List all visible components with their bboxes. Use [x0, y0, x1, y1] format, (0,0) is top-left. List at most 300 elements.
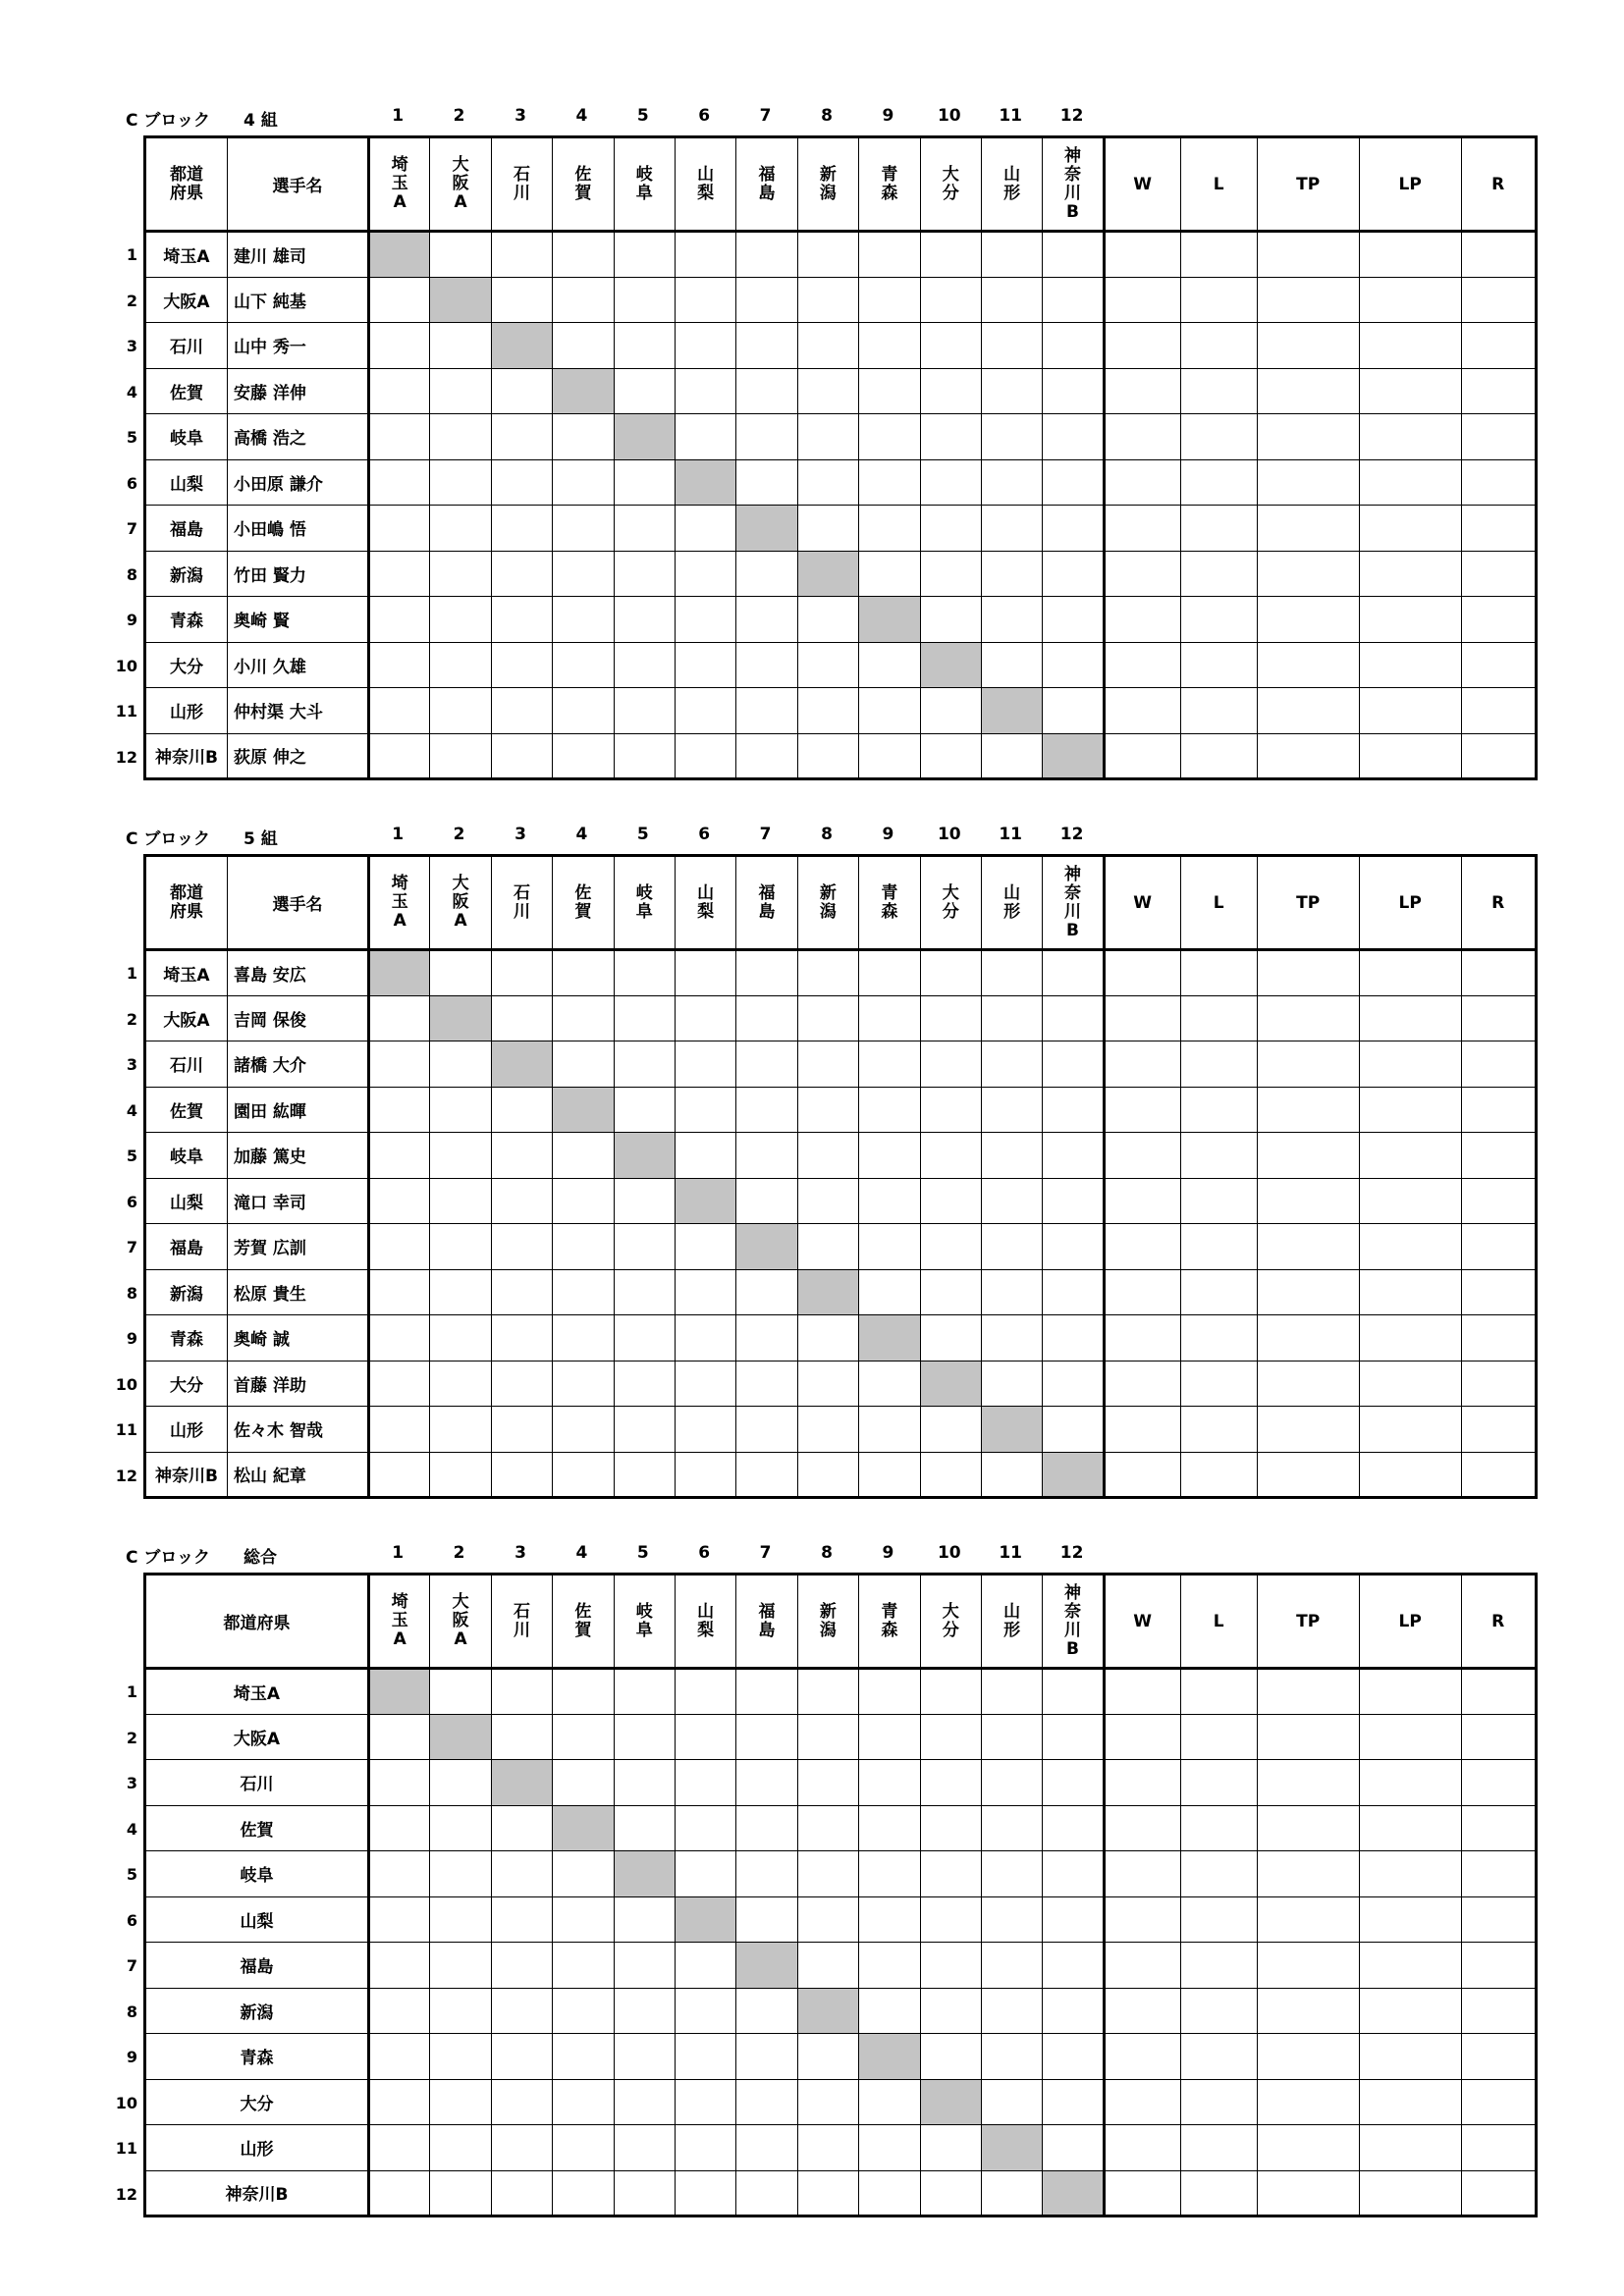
score-cell[interactable]: [859, 1133, 920, 1179]
score-cell[interactable]: [736, 950, 797, 996]
score-cell[interactable]: [1043, 368, 1104, 414]
score-cell[interactable]: [553, 277, 614, 323]
score-cell[interactable]: [1043, 459, 1104, 506]
score-cell[interactable]: [859, 2079, 920, 2125]
stat-cell[interactable]: [1257, 1224, 1359, 1270]
stat-cell[interactable]: [1104, 277, 1180, 323]
stat-cell[interactable]: [1359, 1805, 1461, 1851]
stat-cell[interactable]: [1180, 2125, 1257, 2171]
score-cell[interactable]: [1043, 277, 1104, 323]
stat-cell[interactable]: [1104, 1896, 1180, 1943]
score-cell[interactable]: [675, 1760, 735, 1806]
score-cell[interactable]: [553, 1041, 614, 1088]
score-cell[interactable]: [553, 1714, 614, 1760]
stat-cell[interactable]: [1461, 1269, 1536, 1315]
stat-cell[interactable]: [1461, 1988, 1536, 2034]
score-cell[interactable]: [553, 733, 614, 779]
score-cell[interactable]: [430, 1669, 491, 1715]
stat-cell[interactable]: [1461, 459, 1536, 506]
score-cell[interactable]: [920, 950, 981, 996]
score-cell[interactable]: [491, 414, 552, 460]
score-cell[interactable]: [553, 1760, 614, 1806]
stat-cell[interactable]: [1359, 459, 1461, 506]
stat-cell[interactable]: [1257, 2034, 1359, 2080]
stat-cell[interactable]: [1180, 368, 1257, 414]
score-cell[interactable]: [675, 688, 735, 734]
score-cell[interactable]: [736, 1669, 797, 1715]
stat-cell[interactable]: [1359, 1041, 1461, 1088]
score-cell[interactable]: [614, 1315, 675, 1362]
score-cell[interactable]: [1043, 2034, 1104, 2080]
stat-cell[interactable]: [1359, 597, 1461, 643]
score-cell[interactable]: [430, 1315, 491, 1362]
score-cell[interactable]: [1043, 1407, 1104, 1453]
score-cell[interactable]: [920, 1896, 981, 1943]
score-cell[interactable]: [430, 1407, 491, 1453]
score-cell[interactable]: [369, 1269, 430, 1315]
score-cell[interactable]: [1043, 597, 1104, 643]
stat-cell[interactable]: [1461, 277, 1536, 323]
score-cell[interactable]: [614, 995, 675, 1041]
stat-cell[interactable]: [1180, 1087, 1257, 1133]
score-cell[interactable]: [491, 1851, 552, 1897]
stat-cell[interactable]: [1461, 1851, 1536, 1897]
score-cell[interactable]: [920, 2034, 981, 2080]
score-cell[interactable]: [675, 733, 735, 779]
score-cell[interactable]: [675, 1315, 735, 1362]
stat-cell[interactable]: [1104, 1087, 1180, 1133]
score-cell[interactable]: [859, 506, 920, 552]
score-cell[interactable]: [736, 1988, 797, 2034]
score-cell[interactable]: [614, 551, 675, 597]
stat-cell[interactable]: [1180, 1851, 1257, 1897]
score-cell[interactable]: [491, 277, 552, 323]
score-cell[interactable]: [491, 995, 552, 1041]
score-cell[interactable]: [614, 368, 675, 414]
stat-cell[interactable]: [1359, 1851, 1461, 1897]
stat-cell[interactable]: [1104, 597, 1180, 643]
stat-cell[interactable]: [1180, 733, 1257, 779]
stat-cell[interactable]: [1359, 323, 1461, 369]
stat-cell[interactable]: [1257, 1760, 1359, 1806]
score-cell[interactable]: [920, 506, 981, 552]
score-cell[interactable]: [675, 551, 735, 597]
score-cell[interactable]: [981, 232, 1042, 278]
score-cell[interactable]: [553, 1178, 614, 1224]
score-cell[interactable]: [1043, 1224, 1104, 1270]
stat-cell[interactable]: [1359, 733, 1461, 779]
stat-cell[interactable]: [1359, 1943, 1461, 1989]
stat-cell[interactable]: [1461, 1896, 1536, 1943]
stat-cell[interactable]: [1180, 1407, 1257, 1453]
score-cell[interactable]: [797, 1315, 858, 1362]
score-cell[interactable]: [430, 368, 491, 414]
stat-cell[interactable]: [1461, 506, 1536, 552]
stat-cell[interactable]: [1104, 2079, 1180, 2125]
score-cell[interactable]: [491, 688, 552, 734]
score-cell[interactable]: [797, 1805, 858, 1851]
score-cell[interactable]: [614, 1224, 675, 1270]
stat-cell[interactable]: [1257, 1988, 1359, 2034]
score-cell[interactable]: [675, 597, 735, 643]
score-cell[interactable]: [430, 2125, 491, 2171]
score-cell[interactable]: [920, 1224, 981, 1270]
score-cell[interactable]: [736, 277, 797, 323]
score-cell[interactable]: [1043, 995, 1104, 1041]
score-cell[interactable]: [1043, 1714, 1104, 1760]
score-cell[interactable]: [797, 688, 858, 734]
stat-cell[interactable]: [1180, 1269, 1257, 1315]
stat-cell[interactable]: [1461, 642, 1536, 688]
score-cell[interactable]: [430, 551, 491, 597]
score-cell[interactable]: [981, 459, 1042, 506]
score-cell[interactable]: [369, 1407, 430, 1453]
stat-cell[interactable]: [1359, 1407, 1461, 1453]
stat-cell[interactable]: [1180, 642, 1257, 688]
stat-cell[interactable]: [1257, 1269, 1359, 1315]
score-cell[interactable]: [920, 414, 981, 460]
score-cell[interactable]: [1043, 1269, 1104, 1315]
score-cell[interactable]: [797, 1224, 858, 1270]
stat-cell[interactable]: [1257, 950, 1359, 996]
stat-cell[interactable]: [1257, 688, 1359, 734]
score-cell[interactable]: [920, 1041, 981, 1088]
stat-cell[interactable]: [1461, 1943, 1536, 1989]
stat-cell[interactable]: [1461, 597, 1536, 643]
score-cell[interactable]: [736, 1087, 797, 1133]
stat-cell[interactable]: [1104, 1452, 1180, 1498]
score-cell[interactable]: [614, 2079, 675, 2125]
stat-cell[interactable]: [1104, 1669, 1180, 1715]
score-cell[interactable]: [614, 1452, 675, 1498]
score-cell[interactable]: [614, 506, 675, 552]
stat-cell[interactable]: [1461, 1407, 1536, 1453]
score-cell[interactable]: [859, 1269, 920, 1315]
score-cell[interactable]: [553, 1315, 614, 1362]
score-cell[interactable]: [736, 1851, 797, 1897]
score-cell[interactable]: [797, 1361, 858, 1407]
stat-cell[interactable]: [1104, 1805, 1180, 1851]
score-cell[interactable]: [430, 1851, 491, 1897]
score-cell[interactable]: [859, 1714, 920, 1760]
score-cell[interactable]: [553, 1269, 614, 1315]
score-cell[interactable]: [553, 688, 614, 734]
score-cell[interactable]: [920, 733, 981, 779]
score-cell[interactable]: [430, 1805, 491, 1851]
score-cell[interactable]: [430, 950, 491, 996]
stat-cell[interactable]: [1104, 688, 1180, 734]
score-cell[interactable]: [491, 506, 552, 552]
stat-cell[interactable]: [1461, 1224, 1536, 1270]
score-cell[interactable]: [859, 1224, 920, 1270]
score-cell[interactable]: [675, 1988, 735, 2034]
stat-cell[interactable]: [1257, 1943, 1359, 1989]
score-cell[interactable]: [369, 1452, 430, 1498]
score-cell[interactable]: [920, 1087, 981, 1133]
score-cell[interactable]: [1043, 1041, 1104, 1088]
stat-cell[interactable]: [1461, 368, 1536, 414]
stat-cell[interactable]: [1257, 1315, 1359, 1362]
score-cell[interactable]: [797, 1407, 858, 1453]
score-cell[interactable]: [491, 1315, 552, 1362]
score-cell[interactable]: [920, 688, 981, 734]
score-cell[interactable]: [797, 950, 858, 996]
stat-cell[interactable]: [1359, 1714, 1461, 1760]
stat-cell[interactable]: [1257, 1361, 1359, 1407]
score-cell[interactable]: [430, 2170, 491, 2216]
score-cell[interactable]: [369, 1224, 430, 1270]
score-cell[interactable]: [859, 459, 920, 506]
score-cell[interactable]: [369, 368, 430, 414]
score-cell[interactable]: [1043, 232, 1104, 278]
score-cell[interactable]: [859, 1087, 920, 1133]
score-cell[interactable]: [797, 277, 858, 323]
score-cell[interactable]: [1043, 1988, 1104, 2034]
score-cell[interactable]: [797, 232, 858, 278]
score-cell[interactable]: [1043, 1896, 1104, 1943]
stat-cell[interactable]: [1180, 232, 1257, 278]
stat-cell[interactable]: [1359, 2034, 1461, 2080]
score-cell[interactable]: [859, 642, 920, 688]
score-cell[interactable]: [736, 232, 797, 278]
stat-cell[interactable]: [1257, 2079, 1359, 2125]
score-cell[interactable]: [675, 368, 735, 414]
stat-cell[interactable]: [1257, 1178, 1359, 1224]
score-cell[interactable]: [736, 642, 797, 688]
stat-cell[interactable]: [1104, 1133, 1180, 1179]
score-cell[interactable]: [797, 1851, 858, 1897]
score-cell[interactable]: [491, 1407, 552, 1453]
score-cell[interactable]: [614, 1760, 675, 1806]
stat-cell[interactable]: [1104, 950, 1180, 996]
score-cell[interactable]: [797, 1714, 858, 1760]
score-cell[interactable]: [614, 232, 675, 278]
score-cell[interactable]: [369, 277, 430, 323]
score-cell[interactable]: [430, 688, 491, 734]
stat-cell[interactable]: [1104, 2170, 1180, 2216]
score-cell[interactable]: [369, 1714, 430, 1760]
stat-cell[interactable]: [1180, 995, 1257, 1041]
score-cell[interactable]: [614, 1087, 675, 1133]
score-cell[interactable]: [675, 1087, 735, 1133]
score-cell[interactable]: [736, 2034, 797, 2080]
score-cell[interactable]: [675, 1452, 735, 1498]
score-cell[interactable]: [981, 506, 1042, 552]
stat-cell[interactable]: [1359, 642, 1461, 688]
score-cell[interactable]: [675, 1943, 735, 1989]
score-cell[interactable]: [981, 368, 1042, 414]
score-cell[interactable]: [1043, 1315, 1104, 1362]
score-cell[interactable]: [859, 1361, 920, 1407]
stat-cell[interactable]: [1461, 995, 1536, 1041]
score-cell[interactable]: [981, 1224, 1042, 1270]
score-cell[interactable]: [553, 551, 614, 597]
score-cell[interactable]: [553, 1669, 614, 1715]
score-cell[interactable]: [430, 1452, 491, 1498]
score-cell[interactable]: [736, 459, 797, 506]
stat-cell[interactable]: [1104, 506, 1180, 552]
score-cell[interactable]: [369, 733, 430, 779]
score-cell[interactable]: [430, 1896, 491, 1943]
score-cell[interactable]: [369, 597, 430, 643]
stat-cell[interactable]: [1180, 1361, 1257, 1407]
score-cell[interactable]: [369, 1851, 430, 1897]
score-cell[interactable]: [491, 1178, 552, 1224]
score-cell[interactable]: [491, 1714, 552, 1760]
score-cell[interactable]: [981, 323, 1042, 369]
stat-cell[interactable]: [1257, 323, 1359, 369]
score-cell[interactable]: [859, 688, 920, 734]
score-cell[interactable]: [859, 950, 920, 996]
score-cell[interactable]: [430, 1087, 491, 1133]
score-cell[interactable]: [553, 1851, 614, 1897]
score-cell[interactable]: [553, 2034, 614, 2080]
stat-cell[interactable]: [1180, 2079, 1257, 2125]
score-cell[interactable]: [553, 1407, 614, 1453]
stat-cell[interactable]: [1359, 1896, 1461, 1943]
score-cell[interactable]: [736, 597, 797, 643]
score-cell[interactable]: [736, 733, 797, 779]
score-cell[interactable]: [859, 1851, 920, 1897]
stat-cell[interactable]: [1257, 1714, 1359, 1760]
score-cell[interactable]: [981, 414, 1042, 460]
score-cell[interactable]: [920, 1452, 981, 1498]
stat-cell[interactable]: [1104, 1988, 1180, 2034]
score-cell[interactable]: [553, 506, 614, 552]
score-cell[interactable]: [859, 2170, 920, 2216]
score-cell[interactable]: [1043, 551, 1104, 597]
score-cell[interactable]: [1043, 1760, 1104, 1806]
score-cell[interactable]: [797, 1760, 858, 1806]
score-cell[interactable]: [614, 688, 675, 734]
score-cell[interactable]: [797, 1669, 858, 1715]
stat-cell[interactable]: [1359, 277, 1461, 323]
score-cell[interactable]: [430, 642, 491, 688]
score-cell[interactable]: [675, 1361, 735, 1407]
stat-cell[interactable]: [1461, 414, 1536, 460]
score-cell[interactable]: [614, 950, 675, 996]
score-cell[interactable]: [1043, 323, 1104, 369]
score-cell[interactable]: [797, 1133, 858, 1179]
score-cell[interactable]: [797, 459, 858, 506]
score-cell[interactable]: [1043, 1178, 1104, 1224]
stat-cell[interactable]: [1461, 2125, 1536, 2171]
stat-cell[interactable]: [1104, 2034, 1180, 2080]
score-cell[interactable]: [491, 1805, 552, 1851]
score-cell[interactable]: [553, 414, 614, 460]
score-cell[interactable]: [614, 1269, 675, 1315]
score-cell[interactable]: [614, 1669, 675, 1715]
stat-cell[interactable]: [1359, 2079, 1461, 2125]
stat-cell[interactable]: [1104, 368, 1180, 414]
score-cell[interactable]: [553, 995, 614, 1041]
stat-cell[interactable]: [1180, 1896, 1257, 1943]
score-cell[interactable]: [553, 642, 614, 688]
stat-cell[interactable]: [1104, 1178, 1180, 1224]
score-cell[interactable]: [736, 2079, 797, 2125]
score-cell[interactable]: [369, 1178, 430, 1224]
score-cell[interactable]: [797, 995, 858, 1041]
stat-cell[interactable]: [1461, 733, 1536, 779]
score-cell[interactable]: [920, 1315, 981, 1362]
stat-cell[interactable]: [1461, 2170, 1536, 2216]
score-cell[interactable]: [859, 1041, 920, 1088]
stat-cell[interactable]: [1104, 642, 1180, 688]
score-cell[interactable]: [859, 323, 920, 369]
score-cell[interactable]: [675, 1407, 735, 1453]
stat-cell[interactable]: [1461, 1087, 1536, 1133]
score-cell[interactable]: [675, 1269, 735, 1315]
score-cell[interactable]: [981, 1943, 1042, 1989]
score-cell[interactable]: [614, 459, 675, 506]
score-cell[interactable]: [1043, 950, 1104, 996]
score-cell[interactable]: [981, 277, 1042, 323]
score-cell[interactable]: [920, 323, 981, 369]
score-cell[interactable]: [369, 2034, 430, 2080]
score-cell[interactable]: [675, 232, 735, 278]
stat-cell[interactable]: [1104, 1041, 1180, 1088]
stat-cell[interactable]: [1359, 1087, 1461, 1133]
score-cell[interactable]: [1043, 1087, 1104, 1133]
stat-cell[interactable]: [1461, 551, 1536, 597]
score-cell[interactable]: [736, 551, 797, 597]
stat-cell[interactable]: [1359, 950, 1461, 996]
score-cell[interactable]: [859, 995, 920, 1041]
score-cell[interactable]: [614, 2170, 675, 2216]
score-cell[interactable]: [675, 1133, 735, 1179]
stat-cell[interactable]: [1257, 1087, 1359, 1133]
stat-cell[interactable]: [1180, 1714, 1257, 1760]
score-cell[interactable]: [553, 2125, 614, 2171]
score-cell[interactable]: [920, 1269, 981, 1315]
score-cell[interactable]: [736, 1760, 797, 1806]
score-cell[interactable]: [675, 1714, 735, 1760]
score-cell[interactable]: [553, 1133, 614, 1179]
score-cell[interactable]: [430, 1269, 491, 1315]
score-cell[interactable]: [614, 642, 675, 688]
stat-cell[interactable]: [1257, 277, 1359, 323]
stat-cell[interactable]: [1461, 1315, 1536, 1362]
score-cell[interactable]: [614, 1041, 675, 1088]
score-cell[interactable]: [859, 232, 920, 278]
score-cell[interactable]: [1043, 688, 1104, 734]
score-cell[interactable]: [1043, 2125, 1104, 2171]
stat-cell[interactable]: [1257, 733, 1359, 779]
score-cell[interactable]: [920, 277, 981, 323]
score-cell[interactable]: [1043, 1805, 1104, 1851]
score-cell[interactable]: [920, 995, 981, 1041]
score-cell[interactable]: [614, 1896, 675, 1943]
score-cell[interactable]: [614, 2034, 675, 2080]
score-cell[interactable]: [981, 2079, 1042, 2125]
stat-cell[interactable]: [1180, 277, 1257, 323]
score-cell[interactable]: [491, 1943, 552, 1989]
score-cell[interactable]: [430, 232, 491, 278]
score-cell[interactable]: [430, 323, 491, 369]
score-cell[interactable]: [369, 459, 430, 506]
score-cell[interactable]: [369, 1087, 430, 1133]
score-cell[interactable]: [491, 1988, 552, 2034]
score-cell[interactable]: [736, 1452, 797, 1498]
score-cell[interactable]: [797, 1041, 858, 1088]
score-cell[interactable]: [614, 1943, 675, 1989]
stat-cell[interactable]: [1257, 995, 1359, 1041]
score-cell[interactable]: [981, 1133, 1042, 1179]
score-cell[interactable]: [369, 2079, 430, 2125]
score-cell[interactable]: [369, 551, 430, 597]
score-cell[interactable]: [797, 1896, 858, 1943]
score-cell[interactable]: [859, 1407, 920, 1453]
